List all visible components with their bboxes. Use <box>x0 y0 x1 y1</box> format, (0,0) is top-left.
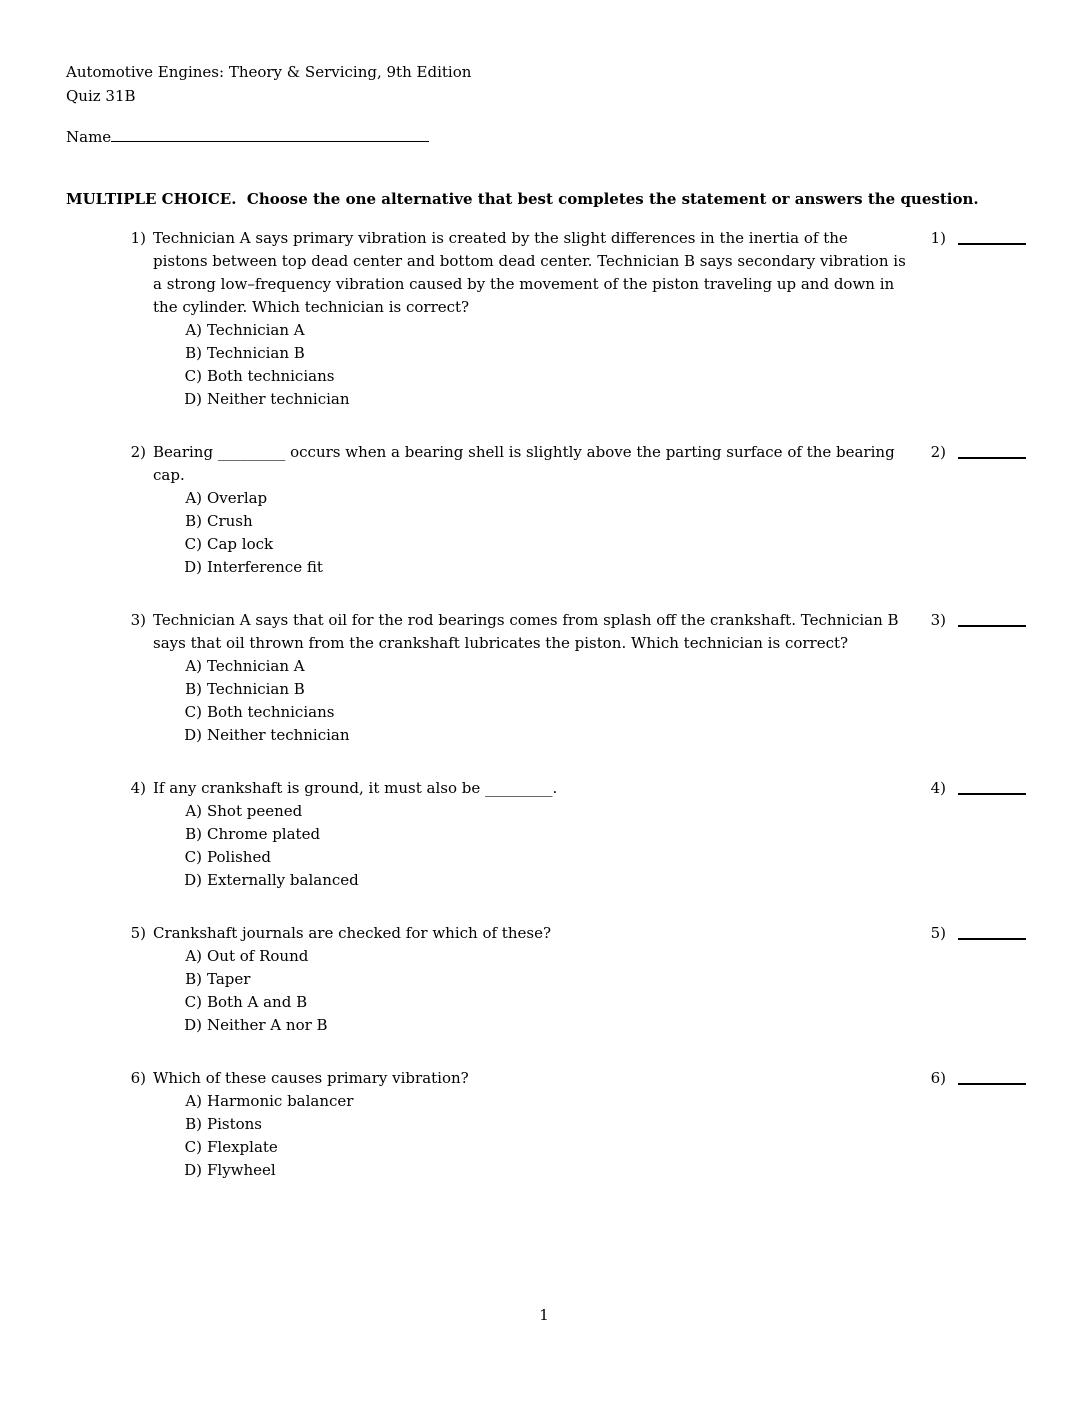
choices-list <box>153 655 906 747</box>
question-text: Technician A says primary vibration is created by the slight differences in the inertia of the pistons between top dead center and bottom dead center. Technician B says secondary vibration is a strong low–frequency vibration caused by the movement of the piston traveling up and down in the cylinder. Which technician is correct? <box>153 229 906 316</box>
choice-item <box>153 533 906 556</box>
name-label: Name <box>66 128 112 146</box>
page-header <box>66 0 1028 108</box>
choice-text: Crush <box>207 512 253 530</box>
choice-text: Flexplate <box>207 1138 278 1156</box>
choice-text: Technician A <box>207 321 305 339</box>
choice-text: Neither technician <box>207 390 350 408</box>
choice-letter: A) <box>185 657 202 675</box>
choice-item <box>153 319 906 342</box>
choice-item <box>153 1090 906 1113</box>
answer-blank[interactable] <box>958 441 1026 459</box>
choice-item <box>153 1113 906 1136</box>
choice-item <box>153 556 906 579</box>
questions-list <box>126 227 1026 1182</box>
choice-text: Neither A nor B <box>207 1016 328 1034</box>
choice-item <box>153 487 906 510</box>
question-row <box>126 777 1026 892</box>
choice-item <box>153 968 906 991</box>
quiz-title: Quiz 31B <box>66 87 136 105</box>
choice-item <box>153 1159 906 1182</box>
choices-list <box>153 487 906 579</box>
choices-list <box>153 945 906 1037</box>
question-text: If any crankshaft is ground, it must also be _________. <box>153 779 558 797</box>
choice-letter: A) <box>185 1092 202 1110</box>
choice-item <box>153 655 906 678</box>
question-body <box>153 922 906 1037</box>
choice-letter: B) <box>185 825 202 843</box>
choice-text: Both technicians <box>207 367 335 385</box>
choice-letter: D) <box>184 1161 202 1179</box>
answer-blank[interactable] <box>958 1067 1026 1085</box>
choice-letter: B) <box>185 512 202 530</box>
answer-cell <box>931 609 1026 632</box>
answer-number: 5) <box>930 924 946 942</box>
choice-letter: B) <box>185 680 202 698</box>
question-number: 6) <box>130 1069 146 1087</box>
choices-list <box>153 1090 906 1182</box>
choice-text: Polished <box>207 848 271 866</box>
choices-list <box>153 800 906 892</box>
choice-item <box>153 701 906 724</box>
choice-text: Harmonic balancer <box>207 1092 354 1110</box>
question-body <box>153 227 906 411</box>
question-body <box>153 441 906 579</box>
question-body <box>153 609 906 747</box>
answer-blank[interactable] <box>958 777 1026 795</box>
question-body <box>153 1067 906 1182</box>
question-main <box>126 609 906 747</box>
choice-item <box>153 678 906 701</box>
answer-cell <box>931 777 1026 800</box>
choice-text: Flywheel <box>207 1161 276 1179</box>
question-main <box>126 777 906 892</box>
question-text: Bearing _________ occurs when a bearing shell is slightly above the parting surface of the bearing cap. <box>153 443 895 484</box>
question-row <box>126 922 1026 1037</box>
choice-text: Technician B <box>207 344 305 362</box>
choice-letter: A) <box>185 802 202 820</box>
choice-item <box>153 1136 906 1159</box>
choice-letter: D) <box>184 558 202 576</box>
choice-letter: C) <box>184 535 202 553</box>
answer-number: 1) <box>930 229 946 247</box>
choice-item <box>153 365 906 388</box>
choice-text: Neither technician <box>207 726 350 744</box>
choice-letter: A) <box>185 321 202 339</box>
choice-letter: C) <box>184 1138 202 1156</box>
instructions-text: MULTIPLE CHOICE. Choose the one alternative that best completes the statement or answers the question. <box>66 190 979 208</box>
choice-text: Taper <box>207 970 251 988</box>
choice-item <box>153 510 906 533</box>
choices-list <box>153 319 906 411</box>
question-main <box>126 227 906 411</box>
choice-item <box>153 724 906 747</box>
choice-text: Cap lock <box>207 535 274 553</box>
question-number: 5) <box>130 924 146 942</box>
question-main <box>126 1067 906 1182</box>
choice-text: Chrome plated <box>207 825 321 843</box>
name-row <box>66 124 1088 149</box>
question-text: Crankshaft journals are checked for which of these? <box>153 924 551 942</box>
answer-cell <box>931 922 1026 945</box>
choice-letter: C) <box>184 993 202 1011</box>
choice-item <box>153 388 906 411</box>
question-text: Technician A says that oil for the rod bearings comes from splash off the crankshaft. Technician B says that oil thrown from the crankshaft lubricates the piston. Which technician is correct? <box>153 611 899 652</box>
question-number: 3) <box>130 611 146 629</box>
choice-text: Both A and B <box>207 993 308 1011</box>
answer-blank[interactable] <box>958 922 1026 940</box>
choice-item <box>153 800 906 823</box>
choice-text: Pistons <box>207 1115 263 1133</box>
choice-text: Technician A <box>207 657 305 675</box>
answer-number: 6) <box>930 1069 946 1087</box>
choice-letter: B) <box>185 970 202 988</box>
choice-text: Overlap <box>207 489 268 507</box>
choice-letter: B) <box>185 1115 202 1133</box>
question-number: 2) <box>130 443 146 461</box>
choice-text: Interference fit <box>207 558 323 576</box>
question-main <box>126 922 906 1037</box>
choice-item <box>153 846 906 869</box>
answer-cell <box>931 227 1026 250</box>
choice-item <box>153 991 906 1014</box>
choice-item <box>153 342 906 365</box>
choice-letter: C) <box>184 848 202 866</box>
page-number: 1 <box>539 1306 549 1324</box>
question-number: 4) <box>130 779 146 797</box>
answer-cell <box>931 1067 1026 1090</box>
question-row <box>126 227 1026 411</box>
choice-text: Shot peened <box>207 802 303 820</box>
choice-text: Both technicians <box>207 703 335 721</box>
choice-item <box>153 869 906 892</box>
question-row <box>126 441 1026 579</box>
question-text: Which of these causes primary vibration? <box>153 1069 469 1087</box>
question-main <box>126 441 906 579</box>
choice-item <box>153 945 906 968</box>
choice-item <box>153 823 906 846</box>
question-row <box>126 609 1026 747</box>
choice-text: Externally balanced <box>207 871 359 889</box>
answer-number: 4) <box>930 779 946 797</box>
choice-letter: B) <box>185 344 202 362</box>
answer-number: 2) <box>930 443 946 461</box>
choice-letter: D) <box>184 726 202 744</box>
course-title: Automotive Engines: Theory & Servicing, 9th Edition <box>66 63 472 81</box>
question-number: 1) <box>130 229 146 247</box>
choice-item <box>153 1014 906 1037</box>
answer-number: 3) <box>930 611 946 629</box>
choice-text: Technician B <box>207 680 305 698</box>
answer-blank[interactable] <box>958 227 1026 245</box>
answer-cell <box>931 441 1026 464</box>
question-body <box>153 777 906 892</box>
choice-letter: D) <box>184 390 202 408</box>
question-row <box>126 1067 1026 1182</box>
choice-letter: A) <box>185 489 202 507</box>
choice-letter: A) <box>185 947 202 965</box>
choice-letter: C) <box>184 367 202 385</box>
answer-blank[interactable] <box>958 609 1026 627</box>
choice-text: Out of Round <box>207 947 309 965</box>
choice-letter: D) <box>184 1016 202 1034</box>
name-blank-line[interactable] <box>111 124 429 142</box>
choice-letter: D) <box>184 871 202 889</box>
choice-letter: C) <box>184 703 202 721</box>
